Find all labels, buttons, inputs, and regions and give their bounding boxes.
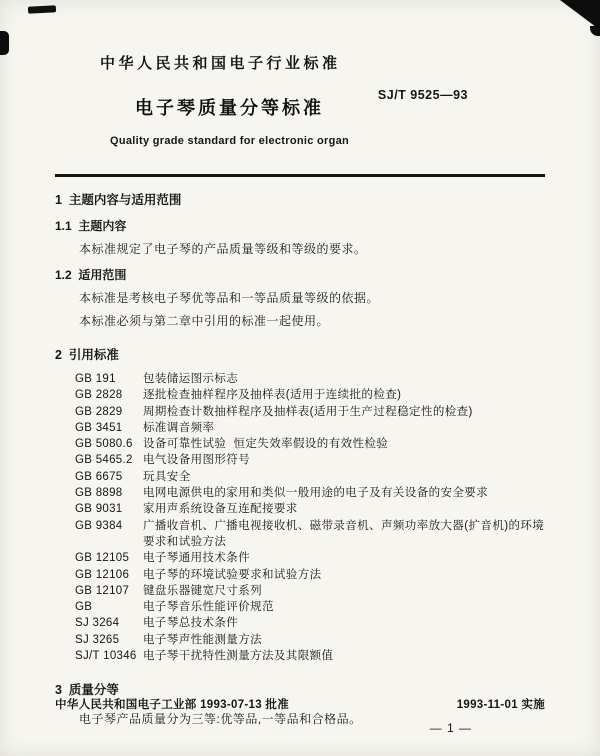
section-scope (55, 190, 545, 329)
reference-item (75, 501, 545, 517)
reference-code: SJ 3264 (75, 617, 120, 630)
reference-code: GB 12107 (75, 584, 130, 597)
reference-item (75, 599, 545, 615)
reference-item (75, 615, 545, 631)
document-footer (55, 696, 545, 712)
reference-item (75, 485, 545, 501)
section-1-2-body-2: 本标准必须与第二章中引用的标准一起使用。 (79, 314, 330, 328)
reference-item (75, 420, 545, 436)
reference-item (75, 371, 545, 387)
section-1-2-heading: 1.2 适用范围 (55, 268, 127, 282)
reference-title: 电子琴干扰特性测量方法及其限额值 (143, 650, 334, 663)
section-references (55, 345, 545, 664)
document-header (55, 0, 545, 147)
reference-title: 电子琴音乐性能评价规范 (143, 601, 274, 614)
reference-item (75, 567, 545, 583)
reference-item (75, 404, 545, 420)
approval-line: 中华人民共和国电子工业部 1993-07-13 批准 (55, 699, 290, 711)
reference-item (75, 583, 545, 599)
reference-title: 电子琴通用技术条件 (143, 552, 251, 565)
scan-artifact-left-edge (0, 31, 9, 55)
reference-title: 广播收音机、广播电视接收机、磁带录音机、声频功率放大器(扩音机)的环境要求和试验方法 (143, 519, 545, 548)
reference-title: 电气设备用图形符号 (143, 454, 251, 467)
reference-code: GB (75, 601, 93, 614)
section-1-heading: 1 主题内容与适用范围 (55, 193, 182, 207)
reference-title: 设备可靠性试验 恒定失效率假设的有效性检验 (143, 438, 389, 451)
reference-code: GB 191 (75, 373, 116, 385)
reference-title: 标准调音频率 (143, 421, 215, 434)
title-row (55, 88, 545, 120)
reference-code: SJ 3265 (75, 633, 120, 646)
scan-artifact-top-left (28, 5, 56, 13)
reference-title: 家用声系统设备互连配接要求 (143, 503, 298, 516)
reference-code: GB 6675 (75, 470, 123, 483)
reference-item (75, 387, 545, 403)
document-title-en: Quality grade standard for electronic organ (110, 135, 350, 147)
reference-code: GB 3451 (75, 421, 123, 434)
reference-item (75, 469, 545, 485)
standard-org-line: 中华人民共和国电子行业标准 (100, 55, 341, 72)
reference-code: GB 2829 (75, 405, 123, 418)
section-3-body: 电子琴产品质量分为三等:优等品,一等品和合格品。 (79, 712, 362, 727)
document-title-cn: 电子琴质量分等标准 (135, 98, 324, 118)
reference-item (75, 550, 545, 566)
reference-code: GB 12105 (75, 552, 130, 565)
references-list (75, 371, 545, 664)
reference-code: GB 8898 (75, 487, 123, 500)
standard-number: SJ/T 9525—93 (377, 88, 468, 102)
section-1-1-body: 本标准规定了电子琴的产品质量等级和等级的要求。 (79, 242, 367, 256)
reference-title: 电子琴的环境试验要求和试验方法 (143, 568, 322, 581)
reference-item (75, 648, 545, 664)
reference-title: 电子琴总技术条件 (143, 617, 239, 630)
reference-title: 电子琴声性能测量方法 (143, 633, 262, 646)
section-1-1-heading: 1.1 主题内容 (55, 219, 127, 233)
reference-title: 逐批检查抽样程序及抽样表(适用于连续批的检查) (143, 389, 402, 402)
reference-title: 电网电源供电的家用和类似一般用途的电子及有关设备的安全要求 (143, 487, 489, 500)
section-3-heading: 3 质量分等 (55, 683, 119, 698)
scan-artifact-top-right-edge (590, 26, 600, 36)
reference-code: GB 2828 (75, 389, 123, 402)
reference-title: 玩具安全 (143, 470, 191, 483)
header-divider (55, 174, 545, 177)
reference-item (75, 518, 545, 551)
reference-title: 周期检查计数抽样程序及抽样表(适用于生产过程稳定性的检查) (143, 405, 473, 418)
reference-code: SJ/T 10346 (75, 650, 137, 663)
reference-code: GB 5080.6 (75, 438, 133, 451)
section-2-heading: 2 引用标准 (55, 348, 119, 362)
reference-item (75, 632, 545, 648)
reference-code: GB 12106 (75, 568, 130, 581)
reference-code: GB 5465.2 (75, 454, 133, 467)
reference-title: 包装储运图示标志 (143, 373, 239, 385)
reference-title: 键盘乐器键宽尺寸系列 (143, 584, 262, 597)
reference-code: GB 9031 (75, 503, 123, 516)
reference-code: GB 9384 (75, 519, 123, 532)
section-1-2-body-1: 本标准是考核电子琴优等品和一等品质量等级的依据。 (79, 291, 380, 305)
reference-item (75, 436, 545, 452)
implementation-line: 1993-11-01 实施 (456, 699, 545, 711)
reference-item (75, 452, 545, 468)
page-number: — 1 — (429, 721, 472, 735)
